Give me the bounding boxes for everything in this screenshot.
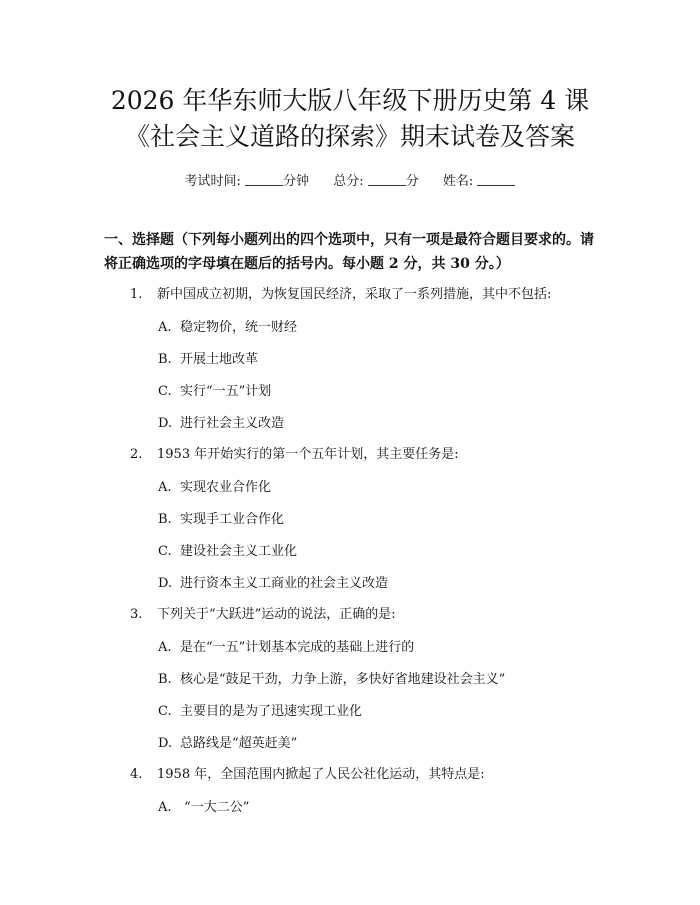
option-letter: C. [158, 704, 172, 719]
option-text: 进行社会主义改造 [180, 416, 285, 431]
question-text: 1953 年开始实行的第一个五年计划，其主要任务是: [157, 447, 459, 462]
question-text: 新中国成立初期，为恢复国民经济，采取了一系列措施，其中不包括: [157, 287, 552, 302]
question-1 [130, 283, 551, 302]
option-letter: D. [158, 736, 173, 751]
option-letter: D. [158, 576, 173, 591]
option-text: “一大二公” [180, 800, 250, 815]
option-4a [158, 796, 249, 815]
option-letter: C. [158, 544, 172, 559]
question-number: 1. [130, 287, 143, 302]
time-unit: 分钟 [283, 174, 310, 189]
section-header: 一、选择题（下列每小题列出的四个选项中，只有一项是最符合题目要求的。请将正确选项的字母填在题后的括号内。每小题 2 分，共 30 分。） [104, 232, 594, 272]
option-text: 建设社会主义工业化 [180, 544, 298, 559]
option-text: 是在“一五”计划基本完成的基础上进行的 [180, 640, 415, 655]
option-letter: A. [158, 640, 172, 655]
option-text: 稳定物价，统一财经 [180, 320, 298, 335]
option-3c [158, 700, 362, 719]
question-2 [130, 443, 459, 462]
option-letter: D. [158, 416, 173, 431]
option-letter: B. [158, 512, 172, 527]
question-number: 4. [130, 767, 143, 782]
option-2b [158, 508, 284, 527]
score-blank [368, 173, 406, 186]
option-2c [158, 540, 297, 559]
option-letter: B. [158, 352, 172, 367]
option-2d [158, 572, 388, 591]
option-1b [158, 348, 258, 367]
name-blank [477, 173, 515, 186]
option-text: 主要目的是为了迅速实现工业化 [180, 704, 363, 719]
exam-meta [0, 170, 700, 189]
option-3b [158, 668, 505, 687]
question-number: 3. [130, 607, 143, 622]
time-label: 考试时间: [184, 174, 241, 189]
question-3 [130, 603, 396, 622]
option-text: 实现农业合作化 [180, 480, 272, 495]
question-text: 1958 年，全国范围内掀起了人民公社化运动，其特点是: [157, 767, 485, 782]
option-text: 总路线是“超英赶美” [180, 736, 298, 751]
option-text: 进行资本主义工商业的社会主义改造 [180, 576, 389, 591]
score-field [333, 174, 423, 189]
time-field [185, 174, 314, 189]
name-label: 姓名: [442, 174, 474, 189]
title-line-2: 《社会主义道路的探索》期末试卷及答案 [124, 122, 575, 151]
question-4 [130, 763, 485, 782]
question-text: 下列关于“大跃进”运动的说法，正确的是: [157, 607, 396, 622]
score-unit: 分 [405, 174, 419, 189]
option-text: 实现手工业合作化 [180, 512, 285, 527]
option-letter: A. [158, 800, 172, 815]
option-text: 实行“一五”计划 [180, 384, 272, 399]
option-1c [158, 380, 271, 399]
option-letter: C. [158, 384, 172, 399]
option-letter: B. [158, 672, 172, 687]
option-letter: A. [158, 320, 172, 335]
option-2a [158, 476, 271, 495]
score-label: 总分: [333, 174, 364, 189]
option-1d [158, 412, 284, 431]
option-3d [158, 732, 297, 751]
option-text: 核心是“鼓足干劲，力争上游，多快好省地建设社会主义” [180, 672, 506, 687]
name-field [443, 174, 516, 189]
question-number: 2. [130, 447, 143, 462]
time-blank [245, 173, 283, 186]
option-letter: A. [158, 480, 172, 495]
title-line-1: 2026 年华东师大版八年级下册历史第 4 课 [110, 86, 590, 115]
option-text: 开展土地改革 [180, 352, 259, 367]
option-3a [158, 636, 414, 655]
option-1a [158, 316, 297, 335]
